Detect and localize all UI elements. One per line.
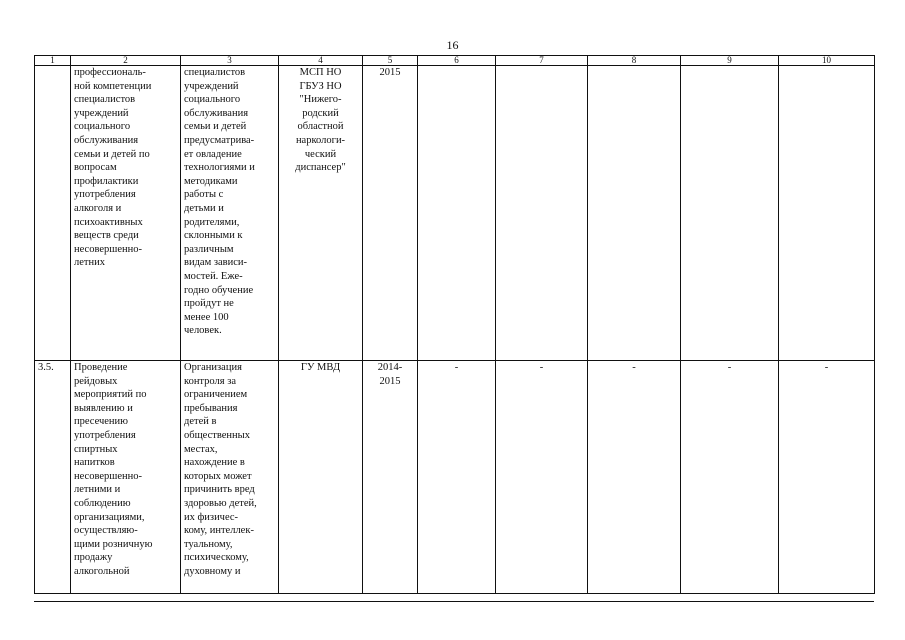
table-row <box>35 361 875 594</box>
header-col-8: 8 <box>588 56 681 66</box>
col10-cell <box>779 66 875 361</box>
content-cell: Организация контроля за ограничением пребывания детей в общественных местах, нахождение в которых может причинить вред здоровью детей, их физичес- кому, интеллек- туальному, психическому, духовному и <box>181 361 279 594</box>
table-bottom-border <box>34 601 874 602</box>
years-cell: 2014- 2015 <box>363 361 418 594</box>
col6-cell <box>418 66 496 361</box>
header-col-9: 9 <box>681 56 779 66</box>
measure-cell: Проведение рейдовых мероприятий по выявлению и пресечению употребления спиртных напитков несовершенно- летними и соблюдению организациями, осуществляю- щими розничную продажу алкогольной <box>71 361 181 594</box>
row-number <box>35 66 71 361</box>
col10-cell: - <box>779 361 875 594</box>
executor-cell: МСП НО ГБУЗ НО "Нижего- родский областной наркологи- ческий диспансер" <box>279 66 363 361</box>
col8-cell <box>588 66 681 361</box>
col9-cell: - <box>681 361 779 594</box>
header-col-2: 2 <box>71 56 181 66</box>
program-table <box>34 55 875 594</box>
row-number: 3.5. <box>35 361 71 594</box>
header-col-5: 5 <box>363 56 418 66</box>
col7-cell <box>496 66 588 361</box>
header-col-10: 10 <box>779 56 875 66</box>
measure-cell: профессиональ- ной компетенции специалистов учреждений социального обслуживания семьи и детей по вопросам профилактики употребления алкоголя и психоактивных веществ среди несовершенно- летних <box>71 66 181 361</box>
years-cell: 2015 <box>363 66 418 361</box>
col6-cell: - <box>418 361 496 594</box>
header-row <box>35 56 875 66</box>
header-col-3: 3 <box>181 56 279 66</box>
header-col-1: 1 <box>35 56 71 66</box>
header-col-6: 6 <box>418 56 496 66</box>
executor-cell: ГУ МВД <box>279 361 363 594</box>
col9-cell <box>681 66 779 361</box>
content-cell: специалистов учреждений социального обслуживания семьи и детей предусматрива- ет овладение технологиями и методиками работы с детьми и родителями, склонными к различным видам зависи- мостей. Еже- годно обучение пройдут не менее 100 человек. <box>181 66 279 361</box>
col7-cell: - <box>496 361 588 594</box>
header-col-4: 4 <box>279 56 363 66</box>
table-row <box>35 66 875 361</box>
page-number: 16 <box>446 38 459 52</box>
header-col-7: 7 <box>496 56 588 66</box>
col8-cell: - <box>588 361 681 594</box>
